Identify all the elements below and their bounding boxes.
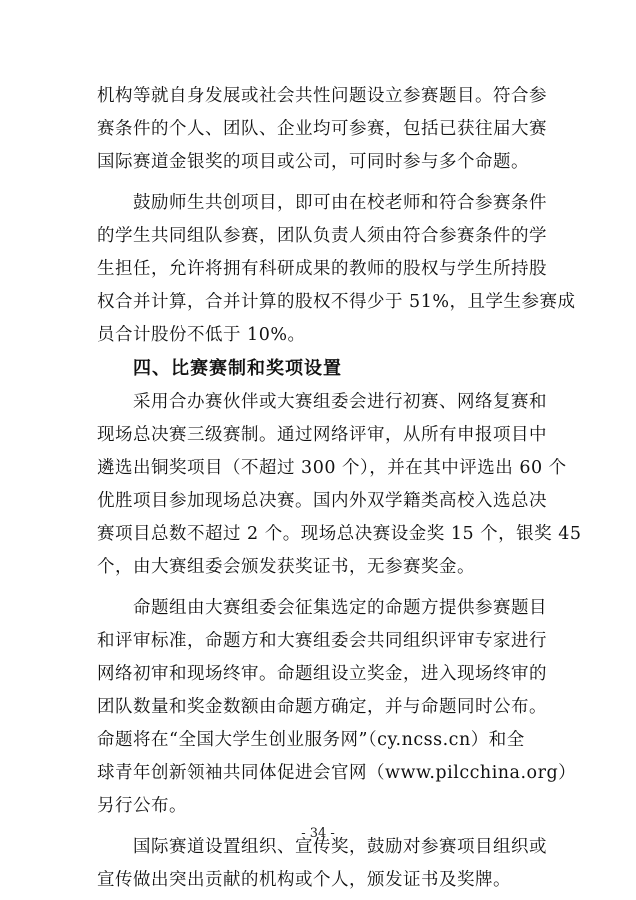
- text-line: 鼓励师生共创项目，即可由在校老师和符合参赛条件: [133, 193, 547, 213]
- text-line: 团队数量和奖金数额由命题方确定，并与命题同时公布。: [97, 697, 547, 717]
- text-line: 优胜项目参加现场总决赛。国内外双学籍类高校入选总决: [97, 491, 547, 511]
- text-line: 的学生共同组队参赛，团队负责人须由符合参赛条件的学: [97, 226, 547, 246]
- text-line: 现场总决赛三级赛制。通过网络评审，从所有申报项目中: [97, 425, 547, 445]
- page-number: - 34 -: [301, 826, 335, 841]
- text-line: 和评审标准，命题方和大赛组委会共同组织评审专家进行: [97, 631, 547, 651]
- text-line: 机构等就自身发展或社会共性问题设立参赛题目。符合参: [97, 86, 547, 106]
- text-line: 命题将在“全国大学生创业服务网”（cy.ncss.cn）和全: [97, 730, 525, 750]
- text-line: 命题组由大赛组委会征集选定的命题方提供参赛题目: [133, 598, 547, 618]
- text-line: 赛条件的个人、团队、企业均可参赛，包括已获往届大赛: [97, 119, 547, 139]
- paragraph-continuation: [97, 80, 557, 179]
- text-line: 赛项目总数不超过 2 个。现场总决赛设金奖 15 个，银奖 45: [97, 524, 582, 544]
- text-line: 员合计股份不低于 10%。: [97, 325, 306, 345]
- text-line: 采用合办赛伙伴或大赛组委会进行初赛、网络复赛和: [133, 392, 547, 412]
- text-line: 权合并计算，合并计算的股权不得少于 51%，且学生参赛成: [97, 292, 576, 312]
- text-line: 生担任，允许将拥有科研成果的教师的股权与学生所持股: [97, 259, 547, 279]
- text-line: 国际赛道设置组织、宣传奖，鼓励对参赛项目组织或: [133, 837, 547, 857]
- section-heading: 四、比赛赛制和奖项设置: [133, 358, 342, 379]
- paragraph-co-creation: [97, 187, 576, 352]
- text-line: 个，由大赛组委会颁发获奖证书，无参赛奖金。: [97, 557, 475, 577]
- text-line: 另行公布。: [97, 796, 187, 816]
- text-line: 球青年创新领袖共同体促进会官网（www.pilcchina.org）: [97, 763, 577, 783]
- text-line: 网络初审和现场终审。命题组设立奖金，进入现场终审的: [97, 664, 547, 684]
- paragraph-competition-format: [97, 386, 582, 584]
- text-line: 国际赛道金银奖的项目或公司，可同时参与多个命题。: [97, 152, 529, 172]
- paragraph-proposition-group: [97, 592, 577, 823]
- text-line: 宣传做出突出贡献的机构或个人，颁发证书及奖牌。: [97, 870, 511, 890]
- text-line: 遴选出铜奖项目（不超过 300 个），并在其中评选出 60 个: [97, 458, 567, 478]
- document-body: [97, 80, 582, 897]
